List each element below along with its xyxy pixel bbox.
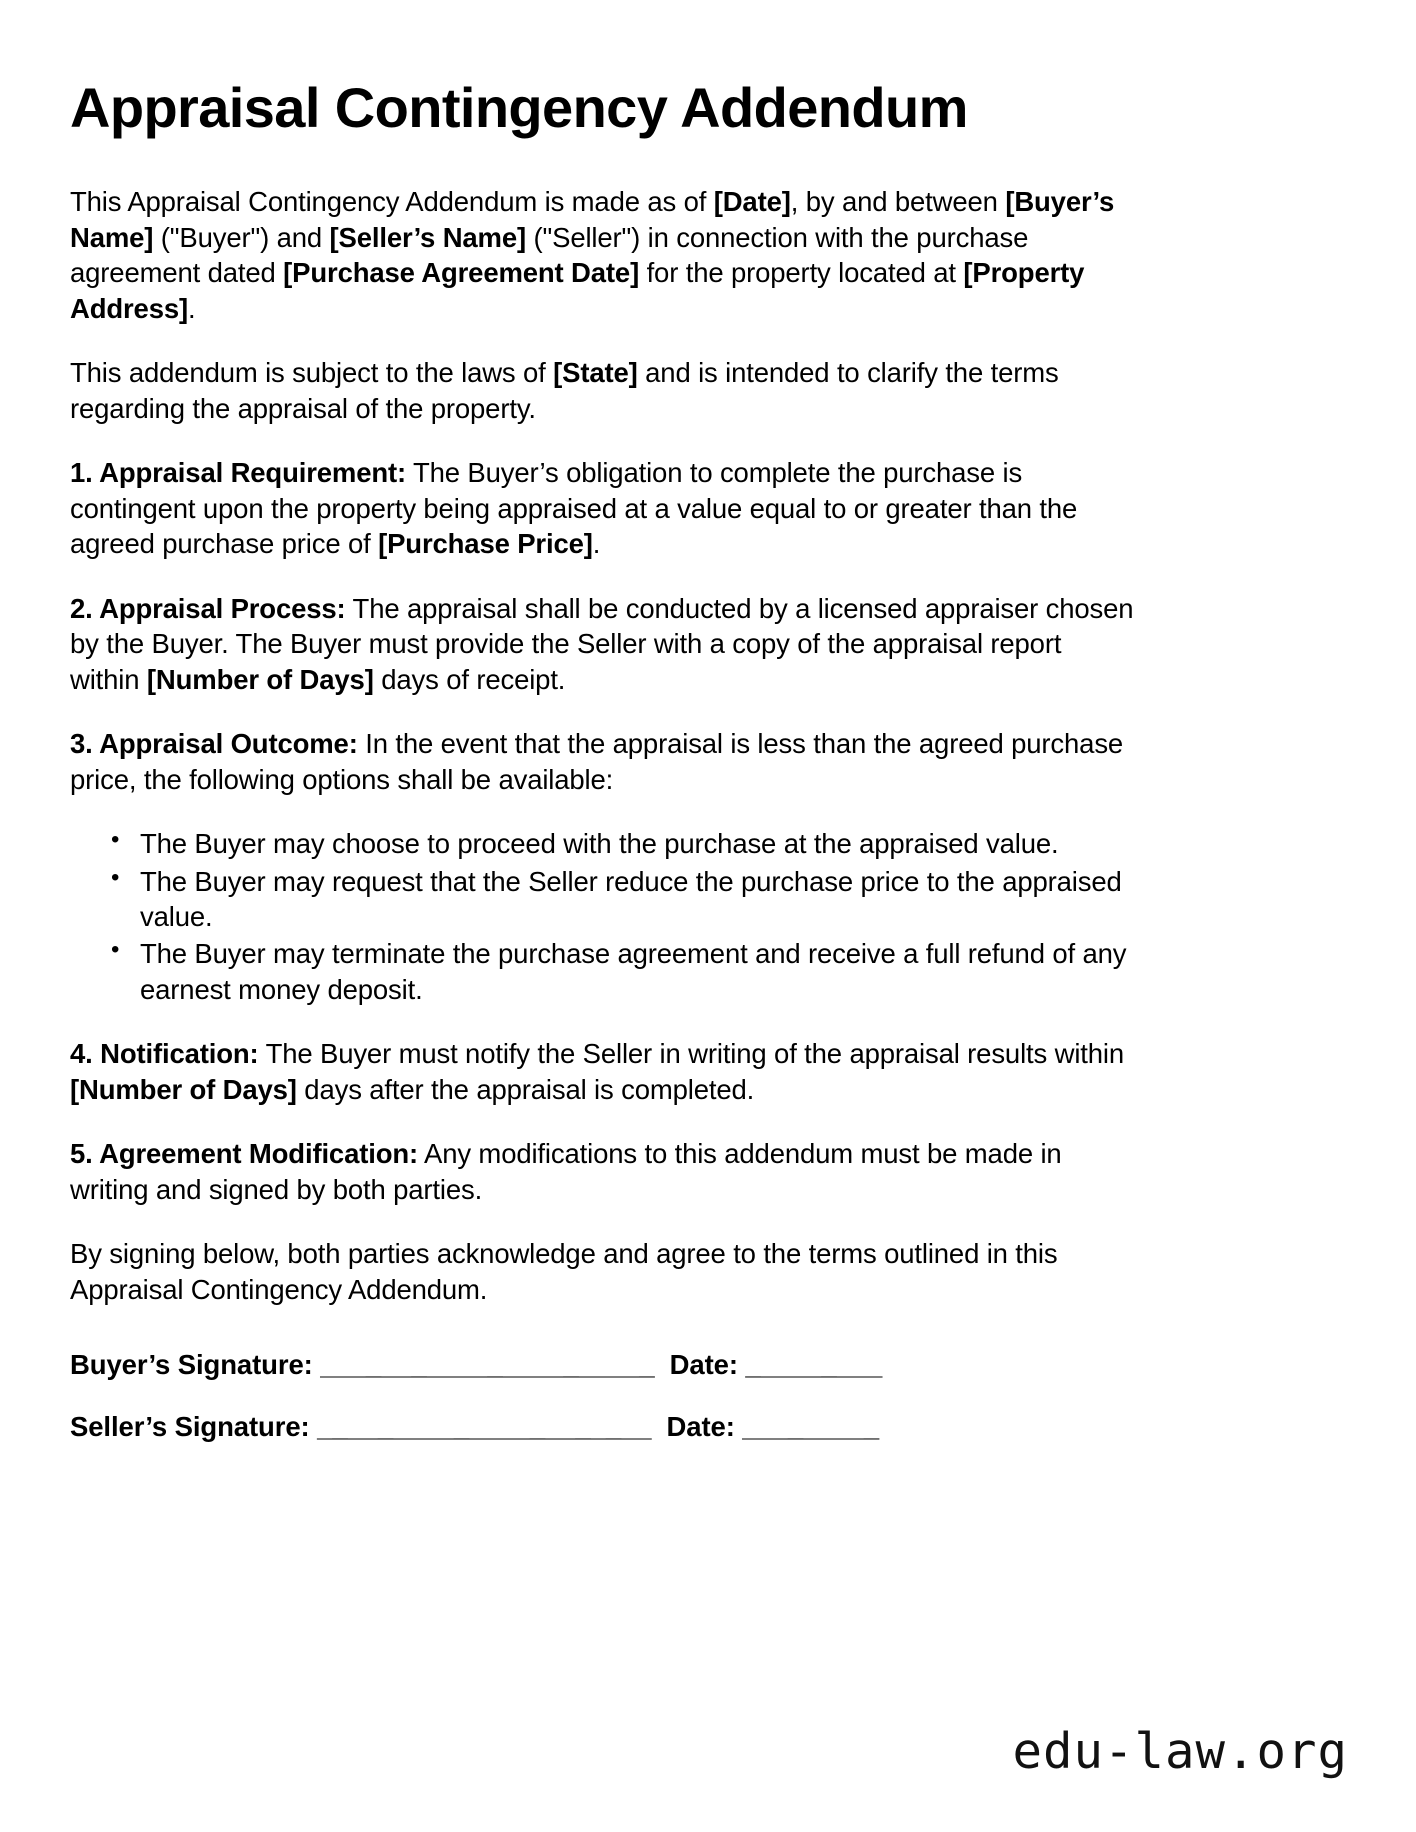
intro-p2-text-a: This addendum is subject to the laws of bbox=[70, 357, 554, 389]
intro-p1-text-e: for the property located at bbox=[639, 257, 964, 289]
section-1-heading: 1. Appraisal Requirement: bbox=[70, 457, 407, 489]
section-4 bbox=[70, 1036, 1135, 1107]
field-date: [Date] bbox=[713, 186, 791, 218]
seller-date-label: Date: bbox=[651, 1410, 743, 1442]
seller-signature-line[interactable]: ______________________ bbox=[317, 1410, 652, 1442]
intro-p1-text-b: , by and between bbox=[790, 186, 1006, 218]
closing-paragraph: By signing below, both parties acknowledge and agree to the terms outlined in this Appraisal Contingency Addendum. bbox=[70, 1238, 1058, 1305]
intro-paragraph-2 bbox=[70, 355, 1135, 426]
intro-p1-text-d: ("Seller") in connection with the purchase agreement dated bbox=[70, 221, 1029, 289]
page-title: Appraisal Contingency Addendum bbox=[70, 76, 968, 139]
intro-paragraph-1 bbox=[70, 184, 1135, 326]
seller-date-line[interactable]: _________ bbox=[742, 1410, 880, 1442]
footer-brand: edu-law.org bbox=[1012, 1723, 1348, 1780]
section-2-text-b: days of receipt. bbox=[373, 663, 566, 695]
buyer-date-line[interactable]: _________ bbox=[745, 1349, 883, 1381]
field-property-address: [Property Address] bbox=[70, 257, 1085, 324]
field-number-of-days-notification: [Number of Days] bbox=[70, 1073, 297, 1105]
list-item: • The Buyer may terminate the purchase agreement and receive a full refund of any earnest money deposit. bbox=[140, 936, 1200, 1007]
list-item: • The Buyer may request that the Seller reduce the purchase price to the appraised value. bbox=[140, 864, 1200, 935]
seller-signature-row bbox=[70, 1409, 1346, 1444]
section-4-heading: 4. Notification: bbox=[70, 1038, 259, 1070]
field-state: [State] bbox=[553, 357, 638, 389]
section-5 bbox=[70, 1136, 1135, 1207]
list-item: • The Buyer may choose to proceed with the purchase at the appraised value. bbox=[140, 826, 1200, 861]
intro-p1-text-f: . bbox=[188, 292, 196, 324]
section-3-text-a: In the event that the appraisal is less than the agreed purchase price, the following options shall be available: bbox=[70, 728, 1124, 795]
section-3-heading: 3. Appraisal Outcome: bbox=[70, 728, 358, 760]
section-2 bbox=[70, 591, 1135, 697]
field-purchase-price: [Purchase Price] bbox=[378, 528, 593, 560]
outcome-options-list bbox=[70, 826, 1200, 1007]
intro-p1-text-a: This Appraisal Contingency Addendum is made as of bbox=[70, 186, 714, 218]
section-1-text-b: . bbox=[592, 528, 601, 560]
seller-signature-label: Seller’s Signature: bbox=[70, 1410, 318, 1442]
section-4-text-b: days after the appraisal is completed. bbox=[296, 1073, 755, 1105]
section-2-heading: 2. Appraisal Process: bbox=[70, 592, 346, 624]
intro-p1-text-c: ("Buyer") and bbox=[153, 221, 330, 253]
section-3 bbox=[70, 726, 1135, 797]
section-2-text-a: The appraisal shall be conducted by a licensed appraiser chosen by the Buyer. The Buyer must provide the Seller with a copy of the appraisal report within bbox=[70, 592, 1134, 695]
section-5-heading: 5. Agreement Modification: bbox=[70, 1138, 419, 1170]
buyer-date-label: Date: bbox=[654, 1349, 746, 1381]
intro-p2-text-b: and is intended to clarify the terms regarding the appraisal of the property. bbox=[70, 357, 1059, 424]
buyer-signature-label: Buyer’s Signature: bbox=[70, 1349, 321, 1381]
section-4-text-a: The Buyer must notify the Seller in writing of the appraisal results within bbox=[258, 1038, 1125, 1070]
section-1 bbox=[70, 455, 1135, 561]
section-1-text-a: The Buyer’s obligation to complete the purchase is contingent upon the property being appraised at a value equal to or greater than the agreed purchase price of bbox=[70, 457, 1078, 560]
field-seller-name: [Seller’s Name] bbox=[329, 221, 527, 253]
buyer-signature-line[interactable]: ______________________ bbox=[320, 1349, 655, 1381]
field-number-of-days-process: [Number of Days] bbox=[146, 663, 374, 695]
signature-block bbox=[70, 1347, 1346, 1444]
field-buyer-name: [Buyer’s Name] bbox=[70, 186, 1115, 253]
field-purchase-agreement-date: [Purchase Agreement Date] bbox=[283, 257, 640, 289]
section-5-text-a: Any modifications to this addendum must be made in writing and signed by both parties. bbox=[70, 1138, 1062, 1205]
buyer-signature-row bbox=[70, 1347, 1346, 1382]
